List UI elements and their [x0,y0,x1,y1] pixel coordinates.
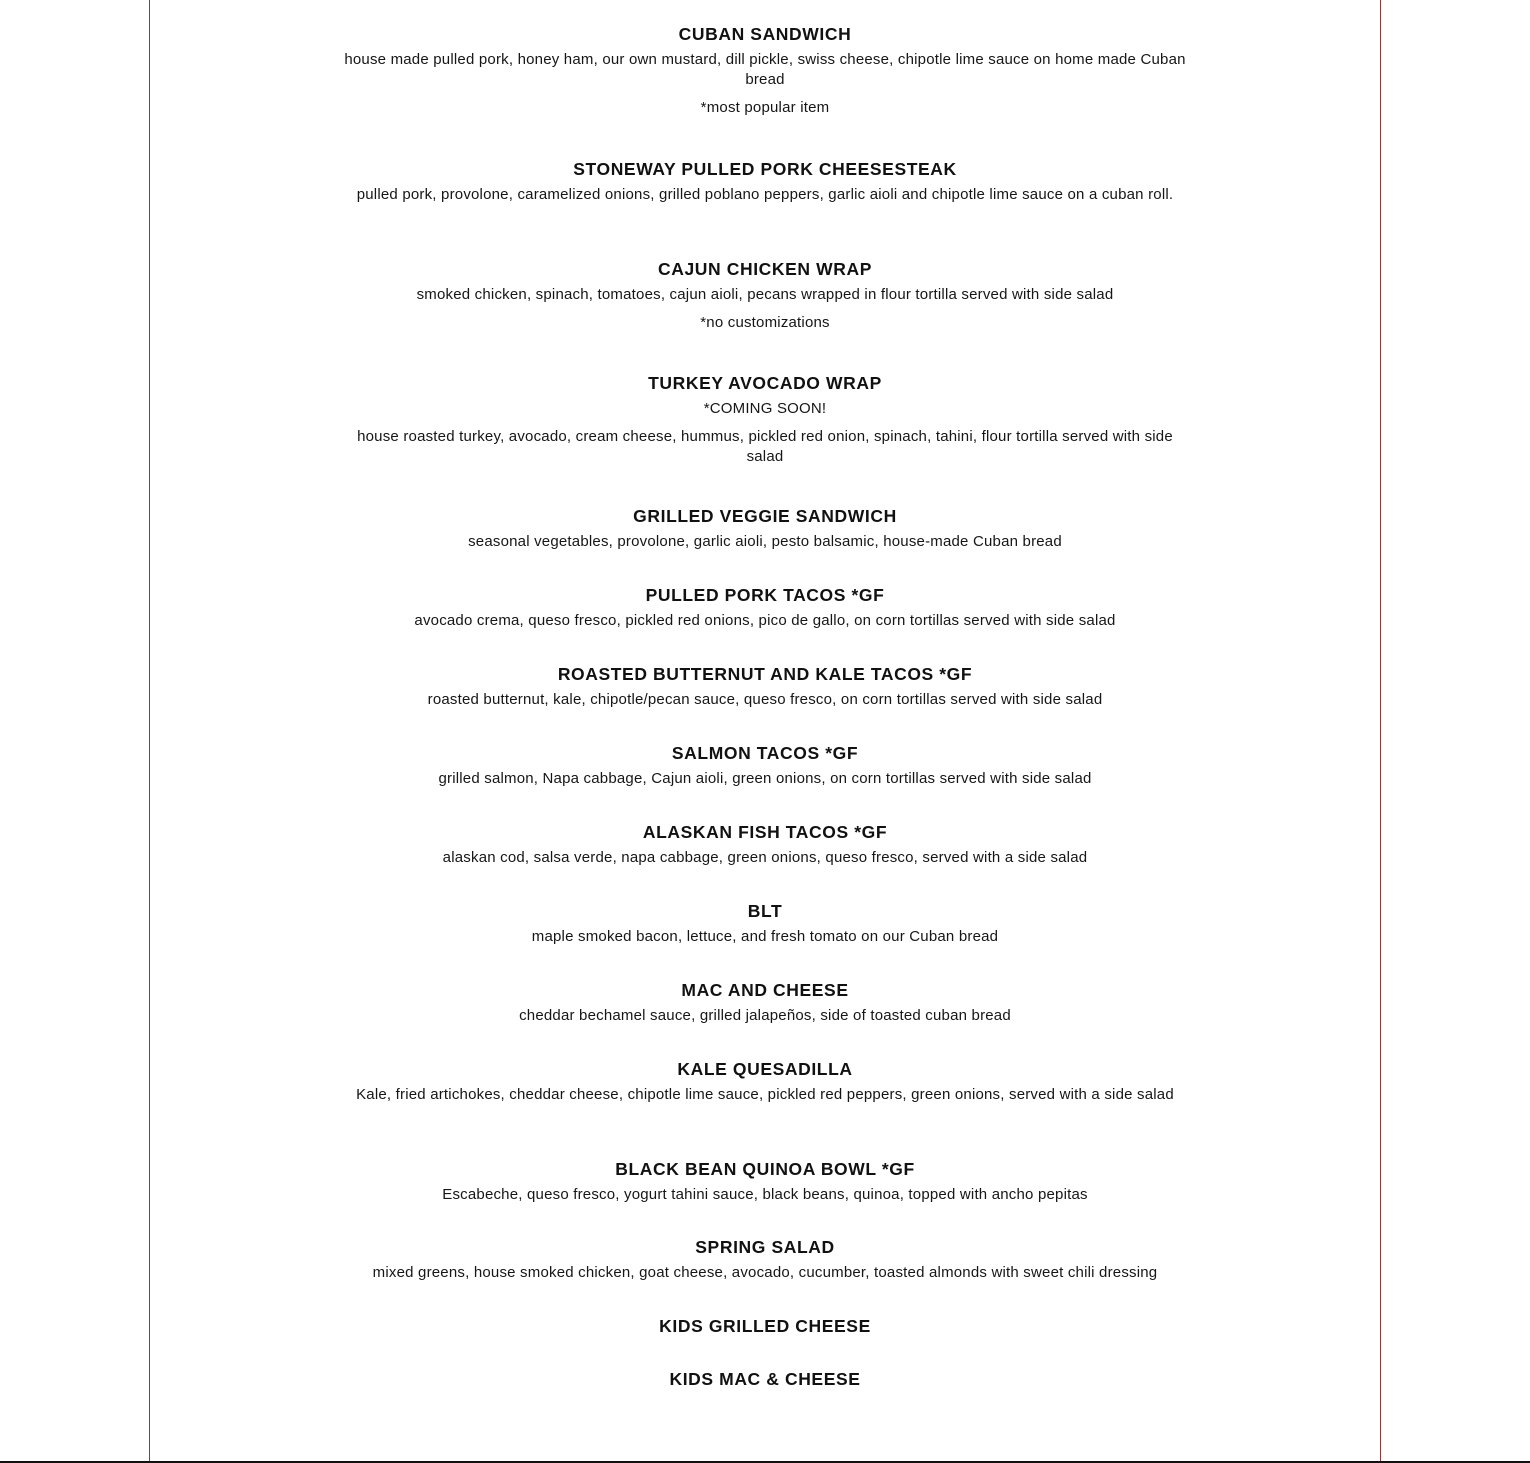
menu-item-description: roasted butternut, kale, chipotle/pecan sauce, queso fresco, on corn tortillas served with side salad [427,691,1103,708]
menu-item-title: SPRING SALAD [695,1237,835,1257]
menu-item-mac-and-cheese [340,980,1190,1026]
menu-item-kids-mac-and-cheese [340,1369,1190,1389]
menu-item-description: pulled pork, provolone, caramelized onions, grilled poblano peppers, garlic aioli and chipotle lime sauce on a cuban roll. [356,186,1174,203]
menu-item-description: seasonal vegetables, provolone, garlic aioli, pesto balsamic, house-made Cuban bread [468,533,1062,550]
menu-item-title: KIDS MAC & CHEESE [669,1369,861,1389]
menu-item-blt [340,901,1190,947]
menu-item-stoneway-cheesesteak [340,159,1190,205]
menu-item-pulled-pork-tacos [340,585,1190,631]
menu-item-description: Kale, fried artichokes, cheddar cheese, chipotle lime sauce, pickled red peppers, green onions, served with a side salad [356,1086,1174,1103]
menu-item-title: KALE QUESADILLA [677,1059,853,1079]
menu-item-title: MAC AND CHEESE [681,980,849,1000]
menu-item-description: mixed greens, house smoked chicken, goat cheese, avocado, cucumber, toasted almonds with sweet chili dressing [372,1264,1158,1281]
menu-item-kids-grilled-cheese [340,1316,1190,1336]
menu-item-title: TURKEY AVOCADO WRAP [648,373,882,393]
menu-item-title: KIDS GRILLED CHEESE [659,1316,871,1336]
menu-item-title: PULLED PORK TACOS *GF [645,585,885,605]
menu-item-turkey-avocado-wrap [340,373,1190,467]
menu-item-description: Escabeche, queso fresco, yogurt tahini sauce, black beans, quinoa, topped with ancho pepitas [442,1186,1088,1203]
menu-item-title: BLT [747,901,783,921]
menu-item-title: SALMON TACOS *GF [671,743,859,763]
menu-item-description: alaskan cod, salsa verde, napa cabbage, green onions, queso fresco, served with a side salad [442,849,1088,866]
menu-item-kale-quesadilla [340,1059,1190,1105]
menu-item-spring-salad [340,1237,1190,1283]
menu-item-description: avocado crema, queso fresco, pickled red onions, pico de gallo, on corn tortillas served with side salad [414,612,1116,629]
menu-item-title: ROASTED BUTTERNUT AND KALE TACOS *GF [557,664,973,684]
menu-item-alaskan-fish-tacos [340,822,1190,868]
menu-item-title: CUBAN SANDWICH [678,24,852,44]
menu-item-butternut-kale-tacos [340,664,1190,710]
menu-item-description: maple smoked bacon, lettuce, and fresh tomato on our Cuban bread [531,928,999,945]
menu-item-title: GRILLED VEGGIE SANDWICH [633,506,897,526]
menu-item-cuban-sandwich [340,24,1190,118]
menu-item-description: smoked chicken, spinach, tomatoes, cajun aioli, pecans wrapped in flour tortilla served with side salad [416,286,1114,303]
menu-item-title: STONEWAY PULLED PORK CHEESESTEAK [573,159,957,179]
menu-item-black-bean-quinoa-bowl [340,1159,1190,1205]
menu-item-description: house roasted turkey, avocado, cream cheese, hummus, pickled red onion, spinach, tahini, flour tortilla served with side salad [357,428,1173,465]
menu-item-grilled-veggie-sandwich [340,506,1190,552]
menu-item-note: *no customizations [700,314,830,331]
menu-item-title: ALASKAN FISH TACOS *GF [642,822,888,842]
menu-item-title: BLACK BEAN QUINOA BOWL *GF [615,1159,915,1179]
menu-item-note: *most popular item [700,99,830,116]
menu-item-coming-soon-note: *COMING SOON! [703,400,827,417]
menu-item-description: grilled salmon, Napa cabbage, Cajun aioli, green onions, on corn tortillas served with side salad [438,770,1092,787]
menu-item-cajun-chicken-wrap [340,259,1190,333]
menu-item-description: cheddar bechamel sauce, grilled jalapeños, side of toasted cuban bread [519,1007,1011,1024]
menu-item-salmon-tacos [340,743,1190,789]
menu-item-description: house made pulled pork, honey ham, our own mustard, dill pickle, swiss cheese, chipotle lime sauce on home made Cuban bread [344,51,1186,88]
menu-item-title: CAJUN CHICKEN WRAP [658,259,872,279]
